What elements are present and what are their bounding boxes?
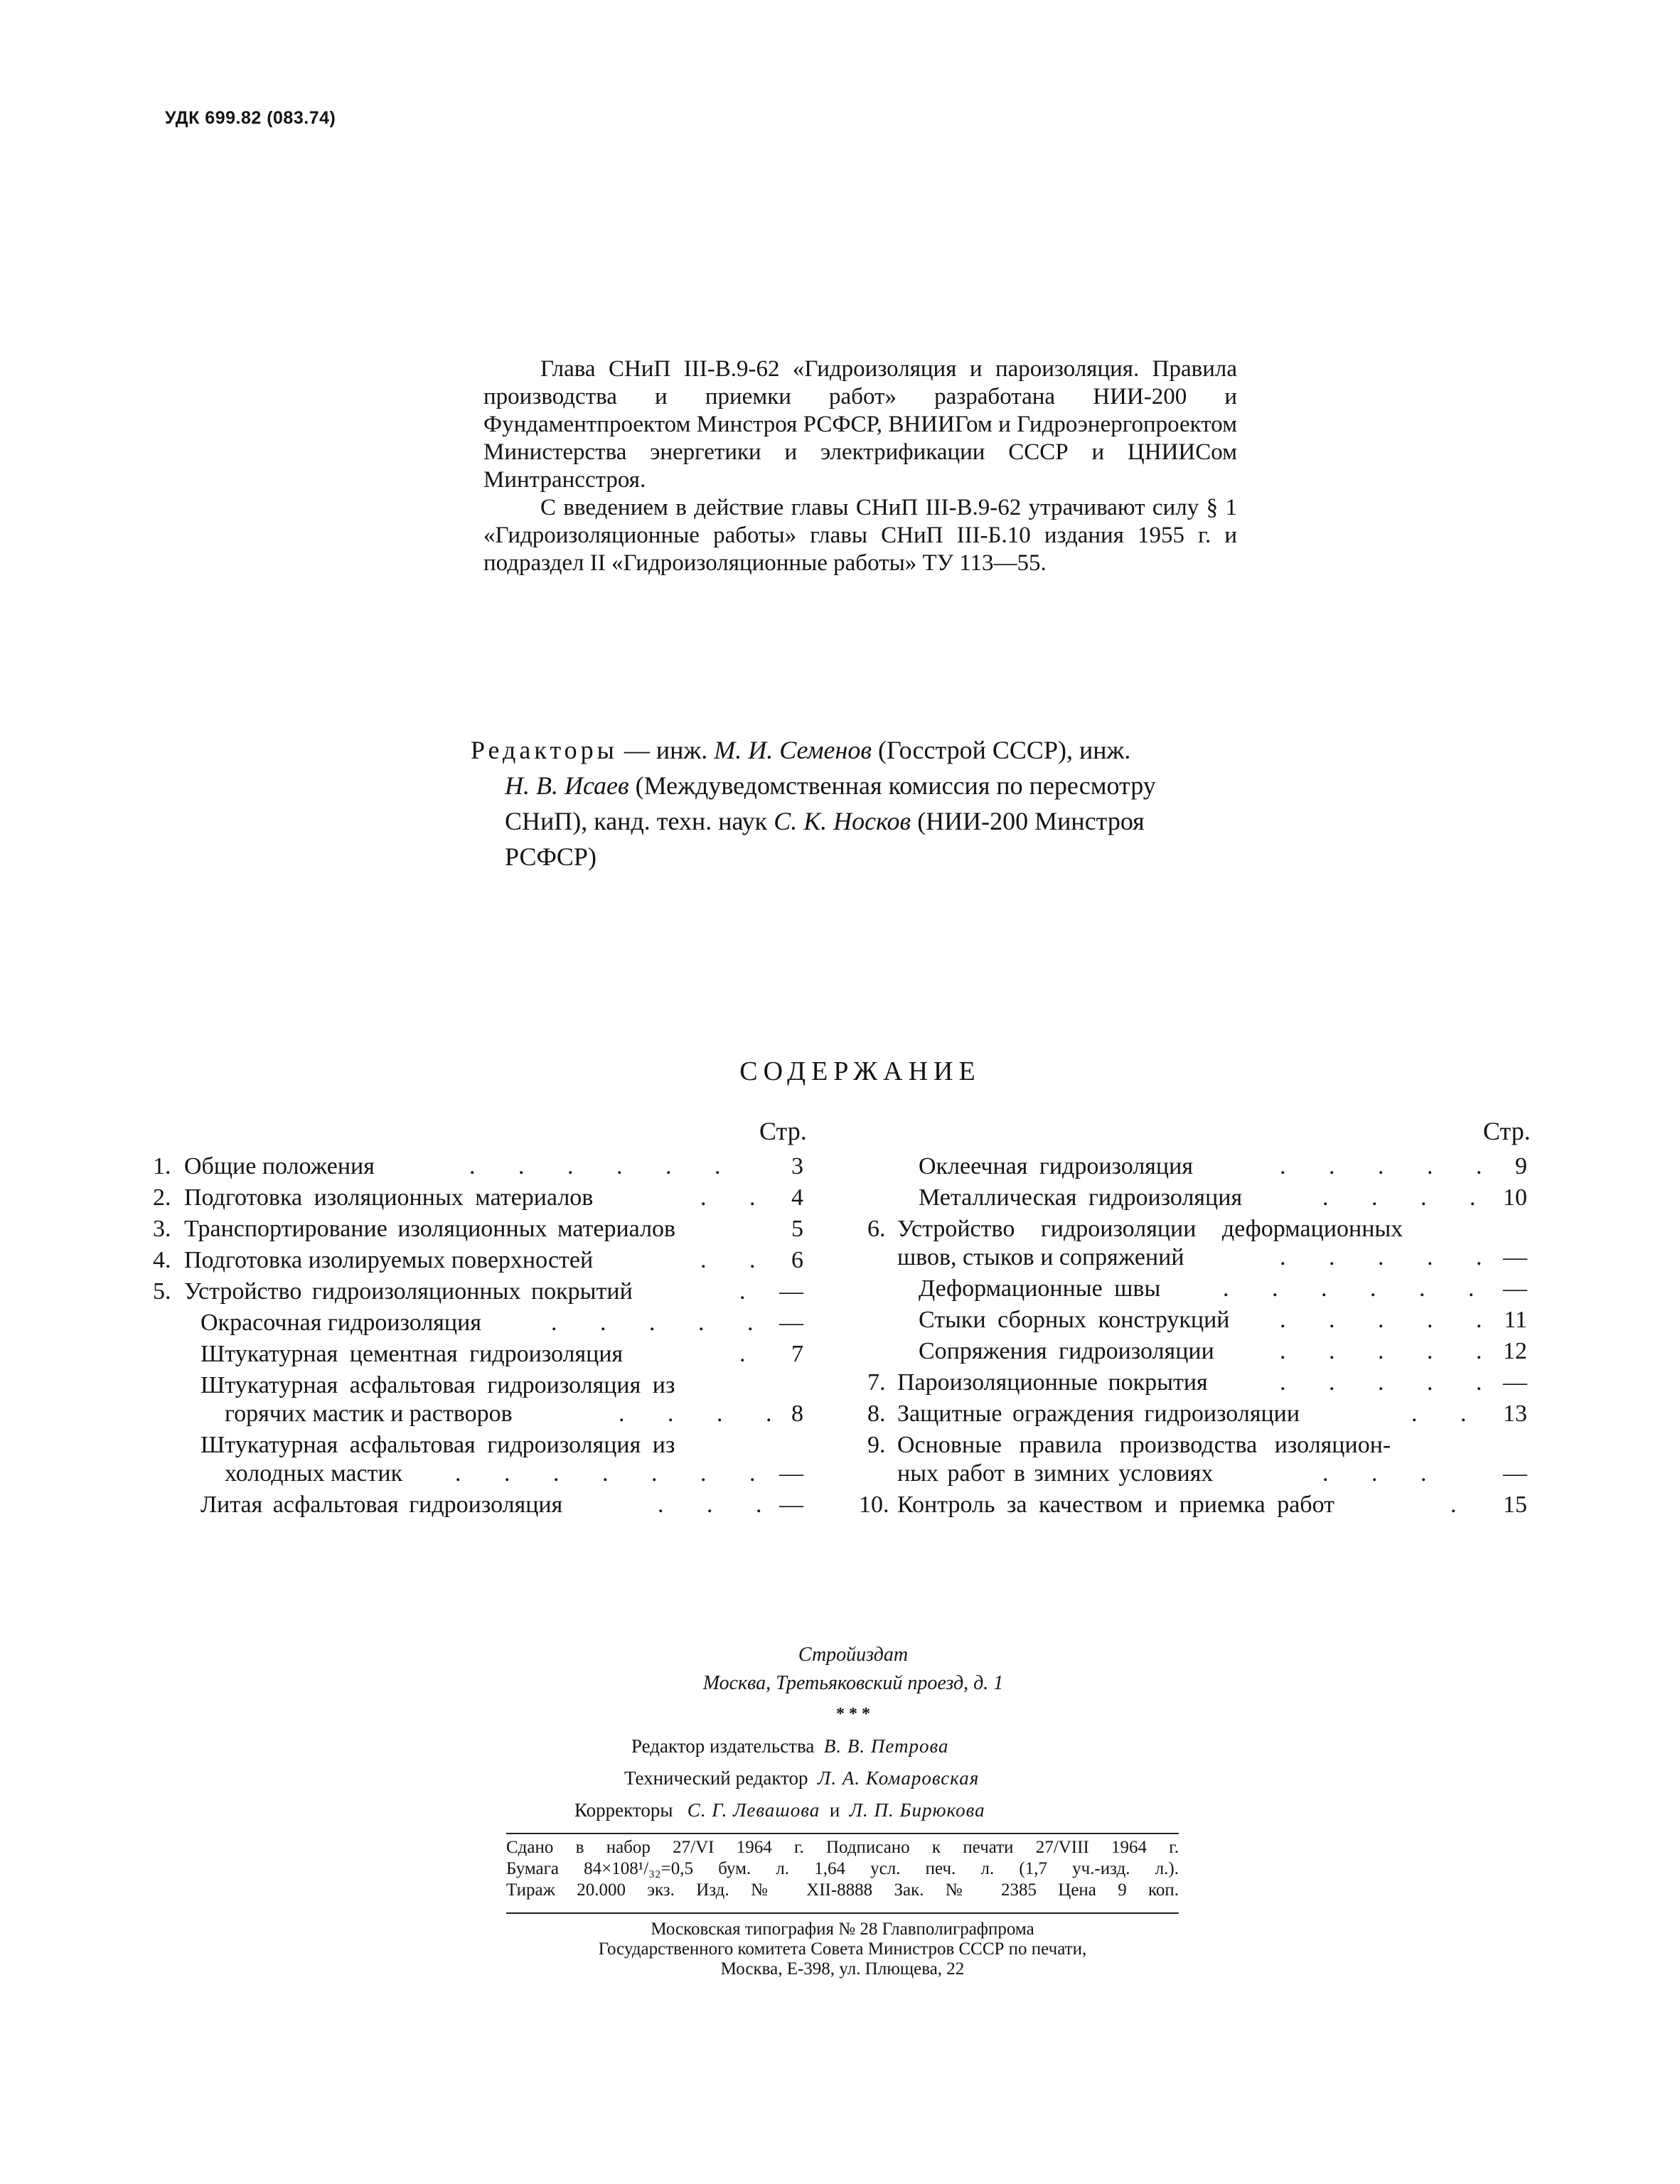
toc-num: 3. bbox=[153, 1216, 171, 1242]
toc-text: Пароизоляционные покрытия bbox=[897, 1369, 1208, 1396]
colophon bbox=[506, 1837, 1179, 1901]
press-line-3: Москва, Е-398, ул. Плющева, 22 bbox=[720, 1959, 965, 1979]
toc-page: 5 bbox=[791, 1216, 803, 1242]
toc-page: — bbox=[779, 1492, 803, 1518]
divider-bottom bbox=[506, 1912, 1179, 1914]
publisher-address: Москва, Третьяковский проезд, д. 1 bbox=[702, 1672, 1004, 1694]
editor-1-org: (Госстрой СССР), инж. bbox=[871, 736, 1131, 764]
toc-row[interactable] bbox=[867, 1214, 1479, 1244]
editor-1: М. И. Семенов bbox=[714, 736, 872, 764]
toc-row[interactable] bbox=[153, 1277, 761, 1307]
toc-row[interactable] bbox=[859, 1490, 1477, 1520]
toc-text: Штукатурная цементная гидроизоляция bbox=[200, 1341, 624, 1367]
udk-code: УДК 699.82 (083.74) bbox=[165, 108, 336, 128]
toc-row[interactable] bbox=[200, 1371, 755, 1401]
toc-row[interactable] bbox=[867, 1399, 1479, 1429]
imprint-proof-and: и bbox=[829, 1799, 840, 1821]
imprint-editor-name: В. В. Петрова bbox=[823, 1735, 949, 1757]
printing-house bbox=[506, 1920, 1179, 1979]
editor-2-org-cont: СНиП), канд. техн. наук bbox=[505, 807, 774, 835]
toc-num: 4. bbox=[153, 1247, 171, 1273]
toc-leader-dots: . . . . . bbox=[1280, 1369, 1501, 1396]
toc-num: 6. bbox=[867, 1216, 886, 1242]
toc-leader-dots: . . . . . . bbox=[1223, 1275, 1493, 1302]
toc-page: 11 bbox=[1504, 1307, 1527, 1333]
imprint-tech-name: Л. А. Комаровская bbox=[818, 1767, 980, 1789]
toc-leader-dots: . . bbox=[700, 1247, 774, 1273]
toc-leader-dots: . bbox=[739, 1278, 746, 1305]
colophon-line-3: Тираж 20.000 экз. Изд. № XII-8888 Зак. № 2385 Цена 9 коп. bbox=[506, 1880, 1179, 1900]
toc-text: Устройство гидроизоляции деформационных bbox=[897, 1216, 1403, 1242]
imprint-proof-2: Л. П. Бирюкова bbox=[849, 1799, 985, 1821]
toc-page: — bbox=[1503, 1369, 1527, 1396]
intro-paragraph-2: С введением в действие главы СНиП III-В.9-62 утрачивают силу § 1 «Гидроизоляционные работы» главы СНиП III-Б.10 издания 1955 г. и подраздел II «Гидроизоляционные работы» ТУ 113—55. bbox=[483, 495, 1237, 576]
imprint-proof-label: Корректоры bbox=[574, 1799, 673, 1821]
toc-page-header-left: Стр. bbox=[759, 1117, 807, 1145]
toc-text: Литая асфальтовая гидроизоляция bbox=[200, 1492, 563, 1518]
toc-text: Устройство гидроизоляционных покрытий bbox=[184, 1278, 633, 1305]
toc-leader-dots: . . . bbox=[1322, 1460, 1445, 1487]
toc-row[interactable] bbox=[153, 1183, 761, 1213]
toc-num: 8. bbox=[867, 1401, 886, 1427]
toc-leader-dots: . . . . . bbox=[1280, 1244, 1501, 1270]
toc-text: Оклеечная гидроизоляция bbox=[919, 1153, 1193, 1179]
toc-text: Транспортирование изоляционных материалов bbox=[184, 1216, 676, 1242]
toc-page: 8 bbox=[791, 1401, 803, 1427]
toc-num: 10. bbox=[859, 1492, 889, 1518]
toc-page: 10 bbox=[1503, 1184, 1527, 1211]
separator-stars: * * * bbox=[836, 1705, 870, 1723]
editors-block bbox=[471, 732, 1238, 874]
toc-leader-dots: . bbox=[739, 1341, 746, 1367]
toc-text: Штукатурная асфальтовая гидроизоляция из bbox=[200, 1372, 675, 1398]
toc-page: 7 bbox=[791, 1341, 803, 1367]
toc-text: Окрасочная гидроизоляция bbox=[200, 1310, 481, 1336]
toc-page: — bbox=[1503, 1275, 1527, 1302]
toc-row[interactable] bbox=[200, 1430, 755, 1460]
imprint-proof-1: С. Г. Левашова bbox=[687, 1799, 820, 1821]
toc-leader-dots: . . . . . bbox=[1280, 1307, 1501, 1333]
toc-text: Подготовка изолируемых поверхностей bbox=[184, 1247, 594, 1273]
toc-text: Сопряжения гидроизоляции bbox=[919, 1338, 1214, 1364]
toc-row[interactable] bbox=[153, 1214, 761, 1244]
toc-page: — bbox=[779, 1310, 803, 1336]
editor-3: С. К. Носков bbox=[774, 807, 911, 835]
toc-row[interactable] bbox=[867, 1430, 1479, 1460]
editors-label: Редакторы bbox=[471, 736, 618, 764]
toc-page: 6 bbox=[791, 1247, 803, 1273]
toc-text: Металлическая гидроизоляция bbox=[919, 1184, 1243, 1211]
toc-text: Подготовка изоляционных материалов bbox=[184, 1184, 594, 1211]
toc-num: 1. bbox=[153, 1153, 171, 1179]
toc-leader-dots: . . bbox=[1411, 1401, 1485, 1427]
toc-page: 3 bbox=[791, 1153, 803, 1179]
toc-text: Штукатурная асфальтовая гидроизоляция из bbox=[200, 1432, 675, 1458]
editors-dash: — инж. bbox=[617, 736, 715, 764]
press-line-2: Государственного комитета Совета Министров СССР по печати, bbox=[598, 1939, 1087, 1959]
toc-leader-dots: . . . . bbox=[619, 1401, 791, 1427]
toc-leader-dots: . bbox=[1450, 1492, 1457, 1518]
toc-text: Контроль за качеством и приемка работ bbox=[897, 1492, 1334, 1518]
toc-num: 5. bbox=[153, 1278, 171, 1305]
toc-leader-dots: . . . . . bbox=[1280, 1153, 1501, 1179]
toc-num: 2. bbox=[153, 1184, 171, 1211]
toc-text: Общие положения bbox=[184, 1153, 375, 1179]
toc-row[interactable] bbox=[200, 1339, 755, 1369]
toc-page-header-right: Стр. bbox=[1483, 1117, 1531, 1145]
toc-num: 7. bbox=[867, 1369, 886, 1396]
editor-3-org: (НИИ-200 Минстроя bbox=[911, 807, 1145, 835]
imprint-tech-label: Технический редактор bbox=[624, 1767, 808, 1789]
imprint-editor-label: Редактор издательства bbox=[631, 1735, 815, 1757]
imprint-tech-editor bbox=[624, 1764, 1335, 1792]
toc-page: 9 bbox=[1515, 1153, 1527, 1179]
toc-row[interactable] bbox=[153, 1246, 761, 1275]
toc-page: 4 bbox=[791, 1184, 803, 1211]
toc-leader-dots: . . . . . bbox=[1280, 1338, 1501, 1364]
imprint-editor bbox=[631, 1732, 1342, 1760]
imprint-proofreaders bbox=[574, 1796, 1285, 1824]
toc-page: — bbox=[1503, 1460, 1527, 1487]
toc-text: ных работ в зимних условиях bbox=[897, 1460, 1214, 1487]
toc-page: 15 bbox=[1503, 1492, 1527, 1518]
toc-page: — bbox=[779, 1278, 803, 1305]
toc-leader-dots: . . bbox=[700, 1184, 774, 1211]
toc-page: — bbox=[1503, 1244, 1527, 1270]
toc-text: холодных мастик bbox=[225, 1460, 403, 1487]
press-line-1: Московская типография № 28 Главполиграфпрома bbox=[651, 1920, 1034, 1939]
toc-leader-dots: . . . . . . . bbox=[455, 1460, 774, 1487]
toc-text: швов, стыков и сопряжений bbox=[897, 1244, 1184, 1270]
publisher-name: Стройиздат bbox=[798, 1644, 909, 1666]
toc-leader-dots: . . . bbox=[658, 1492, 781, 1518]
toc-text: Стыки сборных конструкций bbox=[919, 1307, 1230, 1333]
toc-page: 13 bbox=[1503, 1401, 1527, 1427]
colophon-line-1: Сдано в набор 27/VI 1964 г. Подписано к печати 27/VIII 1964 г. bbox=[506, 1838, 1179, 1857]
toc-text: Основные правила производства изоляцион- bbox=[897, 1432, 1391, 1458]
toc-text: Защитные ограждения гидроизоляции bbox=[897, 1401, 1300, 1427]
toc-page: 12 bbox=[1503, 1338, 1527, 1364]
editor-2: Н. В. Исаев bbox=[505, 771, 629, 800]
toc-leader-dots: . . . . bbox=[1322, 1184, 1494, 1211]
editor-3-org-cont: РСФСР) bbox=[505, 842, 596, 871]
intro-text bbox=[483, 355, 1237, 577]
toc-leader-dots: . . . . . . bbox=[469, 1153, 739, 1179]
colophon-line-2: Бумага 84×108¹/₃₂=0,5 бум. л. 1,64 усл. печ. л. (1,7 уч.-изд. л.). bbox=[506, 1859, 1179, 1878]
toc-text: Деформационные швы bbox=[919, 1275, 1161, 1302]
toc-page: — bbox=[779, 1460, 803, 1487]
divider-top bbox=[506, 1833, 1179, 1834]
toc-num: 9. bbox=[867, 1432, 886, 1458]
toc-text: горячих мастик и растворов bbox=[225, 1401, 513, 1427]
intro-paragraph-1: Глава СНиП III-В.9-62 «Гидроизоляция и пароизоляция. Правила производства и приемки работ» разработана НИИ-200 и Фундаментпроектом Минстроя РСФСР, ВНИИГом и Гидроэнергопроектом Министерства энергетики и электрификации СССР и ЦНИИСом Минтрансстроя. bbox=[483, 356, 1237, 493]
editor-2-org: (Междуведомственная комиссия по пересмотру bbox=[628, 771, 1156, 800]
toc-leader-dots: . . . . . bbox=[551, 1310, 772, 1336]
toc-title: СОДЕРЖАНИЕ bbox=[739, 1056, 981, 1086]
